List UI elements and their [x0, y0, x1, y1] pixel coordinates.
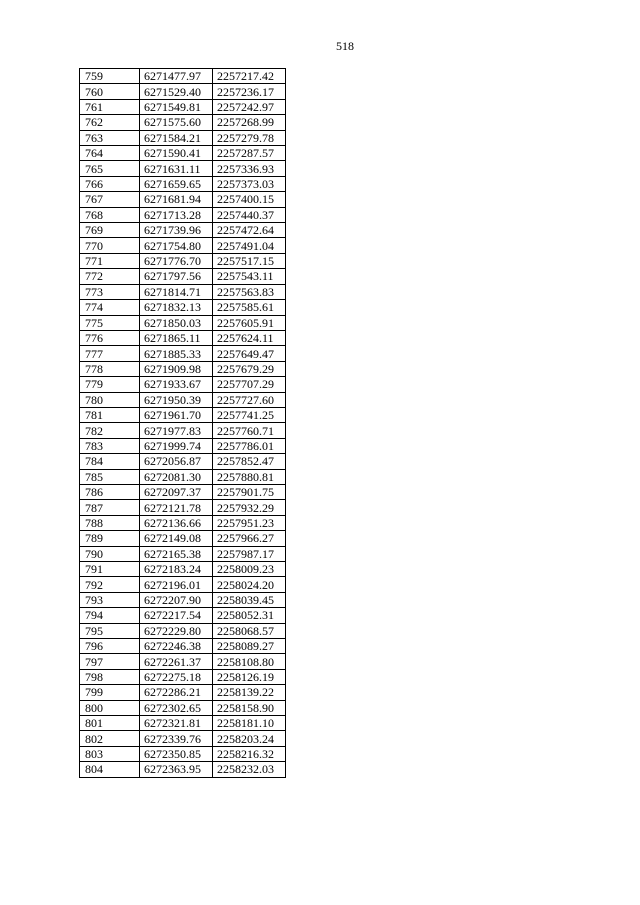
x-coordinate-cell: 6272339.76: [140, 731, 213, 746]
table-row: [80, 392, 286, 407]
y-coordinate-cell: 2258089.27: [213, 639, 286, 654]
y-coordinate-cell: 2258052.31: [213, 608, 286, 623]
y-coordinate-cell: 2257287.57: [213, 146, 286, 161]
y-coordinate-cell: 2257966.27: [213, 531, 286, 546]
point-number-cell: 794: [80, 608, 140, 623]
x-coordinate-cell: 6271814.71: [140, 284, 213, 299]
x-coordinate-cell: 6272321.81: [140, 716, 213, 731]
x-coordinate-cell: 6271549.81: [140, 99, 213, 114]
table-row: [80, 562, 286, 577]
point-number-cell: 797: [80, 654, 140, 669]
point-number-cell: 800: [80, 700, 140, 715]
table-row: [80, 284, 286, 299]
x-coordinate-cell: 6272136.66: [140, 515, 213, 530]
y-coordinate-cell: 2257852.47: [213, 454, 286, 469]
point-number-cell: 778: [80, 361, 140, 376]
table-row: [80, 716, 286, 731]
page-number: 518: [336, 39, 354, 53]
table-row: [80, 130, 286, 145]
point-number-cell: 763: [80, 130, 140, 145]
table-row: [80, 69, 286, 84]
table-row: [80, 423, 286, 438]
y-coordinate-cell: 2257880.81: [213, 469, 286, 484]
x-coordinate-cell: 6271477.97: [140, 69, 213, 84]
x-coordinate-cell: 6271832.13: [140, 300, 213, 315]
x-coordinate-cell: 6272121.78: [140, 500, 213, 515]
x-coordinate-cell: 6272196.01: [140, 577, 213, 592]
y-coordinate-cell: 2257400.15: [213, 192, 286, 207]
table-row: [80, 115, 286, 130]
x-coordinate-cell: 6271977.83: [140, 423, 213, 438]
point-number-cell: 795: [80, 623, 140, 638]
table-row: [80, 746, 286, 761]
y-coordinate-cell: 2257901.75: [213, 484, 286, 499]
table-row: [80, 438, 286, 453]
x-coordinate-cell: 6271885.33: [140, 346, 213, 361]
x-coordinate-cell: 6271659.65: [140, 176, 213, 191]
x-coordinate-cell: 6271590.41: [140, 146, 213, 161]
table-row: [80, 654, 286, 669]
x-coordinate-cell: 6271681.94: [140, 192, 213, 207]
y-coordinate-cell: 2257741.25: [213, 407, 286, 422]
point-number-cell: 776: [80, 330, 140, 345]
point-number-cell: 764: [80, 146, 140, 161]
x-coordinate-cell: 6271909.98: [140, 361, 213, 376]
table-row: [80, 269, 286, 284]
point-number-cell: 782: [80, 423, 140, 438]
coordinates-table: [79, 68, 286, 778]
y-coordinate-cell: 2257373.03: [213, 176, 286, 191]
table-row: [80, 192, 286, 207]
x-coordinate-cell: 6271950.39: [140, 392, 213, 407]
point-number-cell: 784: [80, 454, 140, 469]
table-row: [80, 669, 286, 684]
y-coordinate-cell: 2258009.23: [213, 562, 286, 577]
point-number-cell: 790: [80, 546, 140, 561]
point-number-cell: 759: [80, 69, 140, 84]
y-coordinate-cell: 2257440.37: [213, 207, 286, 222]
x-coordinate-cell: 6272363.95: [140, 762, 213, 777]
table-row: [80, 207, 286, 222]
point-number-cell: 780: [80, 392, 140, 407]
point-number-cell: 801: [80, 716, 140, 731]
y-coordinate-cell: 2258139.22: [213, 685, 286, 700]
point-number-cell: 793: [80, 592, 140, 607]
point-number-cell: 781: [80, 407, 140, 422]
x-coordinate-cell: 6272149.08: [140, 531, 213, 546]
table-row: [80, 484, 286, 499]
table-row: [80, 146, 286, 161]
y-coordinate-cell: 2258108.80: [213, 654, 286, 669]
point-number-cell: 783: [80, 438, 140, 453]
table-row: [80, 99, 286, 114]
y-coordinate-cell: 2257268.99: [213, 115, 286, 130]
y-coordinate-cell: 2257279.78: [213, 130, 286, 145]
table-row: [80, 330, 286, 345]
x-coordinate-cell: 6272207.90: [140, 592, 213, 607]
point-number-cell: 804: [80, 762, 140, 777]
x-coordinate-cell: 6271933.67: [140, 377, 213, 392]
x-coordinate-cell: 6271713.28: [140, 207, 213, 222]
x-coordinate-cell: 6272261.37: [140, 654, 213, 669]
y-coordinate-cell: 2257951.23: [213, 515, 286, 530]
y-coordinate-cell: 2258203.24: [213, 731, 286, 746]
point-number-cell: 777: [80, 346, 140, 361]
y-coordinate-cell: 2258158.90: [213, 700, 286, 715]
point-number-cell: 769: [80, 223, 140, 238]
x-coordinate-cell: 6271999.74: [140, 438, 213, 453]
table-row: [80, 762, 286, 777]
table-row: [80, 346, 286, 361]
table-row: [80, 577, 286, 592]
x-coordinate-cell: 6271865.11: [140, 330, 213, 345]
table-row: [80, 731, 286, 746]
table-row: [80, 515, 286, 530]
point-number-cell: 766: [80, 176, 140, 191]
x-coordinate-cell: 6271961.70: [140, 407, 213, 422]
point-number-cell: 761: [80, 99, 140, 114]
point-number-cell: 774: [80, 300, 140, 315]
point-number-cell: 785: [80, 469, 140, 484]
point-number-cell: 779: [80, 377, 140, 392]
y-coordinate-cell: 2257585.61: [213, 300, 286, 315]
x-coordinate-cell: 6271529.40: [140, 84, 213, 99]
coordinates-table-body: [80, 69, 286, 778]
table-row: [80, 623, 286, 638]
y-coordinate-cell: 2257563.83: [213, 284, 286, 299]
y-coordinate-cell: 2257624.11: [213, 330, 286, 345]
point-number-cell: 799: [80, 685, 140, 700]
point-number-cell: 762: [80, 115, 140, 130]
table-row: [80, 685, 286, 700]
y-coordinate-cell: 2257236.17: [213, 84, 286, 99]
y-coordinate-cell: 2257932.29: [213, 500, 286, 515]
x-coordinate-cell: 6272097.37: [140, 484, 213, 499]
x-coordinate-cell: 6272165.38: [140, 546, 213, 561]
point-number-cell: 772: [80, 269, 140, 284]
point-number-cell: 775: [80, 315, 140, 330]
y-coordinate-cell: 2258232.03: [213, 762, 286, 777]
y-coordinate-cell: 2257605.91: [213, 315, 286, 330]
y-coordinate-cell: 2257472.64: [213, 223, 286, 238]
table-row: [80, 500, 286, 515]
table-row: [80, 639, 286, 654]
y-coordinate-cell: 2258216.32: [213, 746, 286, 761]
x-coordinate-cell: 6271575.60: [140, 115, 213, 130]
x-coordinate-cell: 6272302.65: [140, 700, 213, 715]
table-row: [80, 407, 286, 422]
point-number-cell: 791: [80, 562, 140, 577]
y-coordinate-cell: 2257987.17: [213, 546, 286, 561]
point-number-cell: 773: [80, 284, 140, 299]
point-number-cell: 788: [80, 515, 140, 530]
table-row: [80, 361, 286, 376]
table-row: [80, 253, 286, 268]
point-number-cell: 796: [80, 639, 140, 654]
x-coordinate-cell: 6271776.70: [140, 253, 213, 268]
point-number-cell: 802: [80, 731, 140, 746]
table-row: [80, 238, 286, 253]
x-coordinate-cell: 6272183.24: [140, 562, 213, 577]
x-coordinate-cell: 6272286.21: [140, 685, 213, 700]
table-row: [80, 592, 286, 607]
y-coordinate-cell: 2257336.93: [213, 161, 286, 176]
y-coordinate-cell: 2257517.15: [213, 253, 286, 268]
y-coordinate-cell: 2257727.60: [213, 392, 286, 407]
point-number-cell: 770: [80, 238, 140, 253]
point-number-cell: 787: [80, 500, 140, 515]
y-coordinate-cell: 2257491.04: [213, 238, 286, 253]
point-number-cell: 768: [80, 207, 140, 222]
point-number-cell: 771: [80, 253, 140, 268]
table-row: [80, 454, 286, 469]
x-coordinate-cell: 6271739.96: [140, 223, 213, 238]
x-coordinate-cell: 6272275.18: [140, 669, 213, 684]
point-number-cell: 789: [80, 531, 140, 546]
point-number-cell: 786: [80, 484, 140, 499]
x-coordinate-cell: 6272081.30: [140, 469, 213, 484]
y-coordinate-cell: 2257649.47: [213, 346, 286, 361]
table-row: [80, 377, 286, 392]
point-number-cell: 798: [80, 669, 140, 684]
y-coordinate-cell: 2258024.20: [213, 577, 286, 592]
table-row: [80, 546, 286, 561]
x-coordinate-cell: 6272350.85: [140, 746, 213, 761]
point-number-cell: 760: [80, 84, 140, 99]
table-row: [80, 176, 286, 191]
x-coordinate-cell: 6271584.21: [140, 130, 213, 145]
table-row: [80, 531, 286, 546]
table-row: [80, 700, 286, 715]
table-row: [80, 300, 286, 315]
x-coordinate-cell: 6271850.03: [140, 315, 213, 330]
table-row: [80, 223, 286, 238]
y-coordinate-cell: 2257707.29: [213, 377, 286, 392]
y-coordinate-cell: 2257786.01: [213, 438, 286, 453]
x-coordinate-cell: 6271754.80: [140, 238, 213, 253]
y-coordinate-cell: 2257543.11: [213, 269, 286, 284]
x-coordinate-cell: 6271797.56: [140, 269, 213, 284]
y-coordinate-cell: 2258181.10: [213, 716, 286, 731]
y-coordinate-cell: 2257242.97: [213, 99, 286, 114]
x-coordinate-cell: 6272229.80: [140, 623, 213, 638]
x-coordinate-cell: 6271631.11: [140, 161, 213, 176]
point-number-cell: 765: [80, 161, 140, 176]
table-row: [80, 469, 286, 484]
point-number-cell: 803: [80, 746, 140, 761]
point-number-cell: 792: [80, 577, 140, 592]
table-row: [80, 161, 286, 176]
table-row: [80, 315, 286, 330]
x-coordinate-cell: 6272056.87: [140, 454, 213, 469]
y-coordinate-cell: 2258068.57: [213, 623, 286, 638]
y-coordinate-cell: 2257679.29: [213, 361, 286, 376]
table-row: [80, 608, 286, 623]
y-coordinate-cell: 2258039.45: [213, 592, 286, 607]
point-number-cell: 767: [80, 192, 140, 207]
table-row: [80, 84, 286, 99]
x-coordinate-cell: 6272246.38: [140, 639, 213, 654]
y-coordinate-cell: 2258126.19: [213, 669, 286, 684]
y-coordinate-cell: 2257217.42: [213, 69, 286, 84]
x-coordinate-cell: 6272217.54: [140, 608, 213, 623]
y-coordinate-cell: 2257760.71: [213, 423, 286, 438]
